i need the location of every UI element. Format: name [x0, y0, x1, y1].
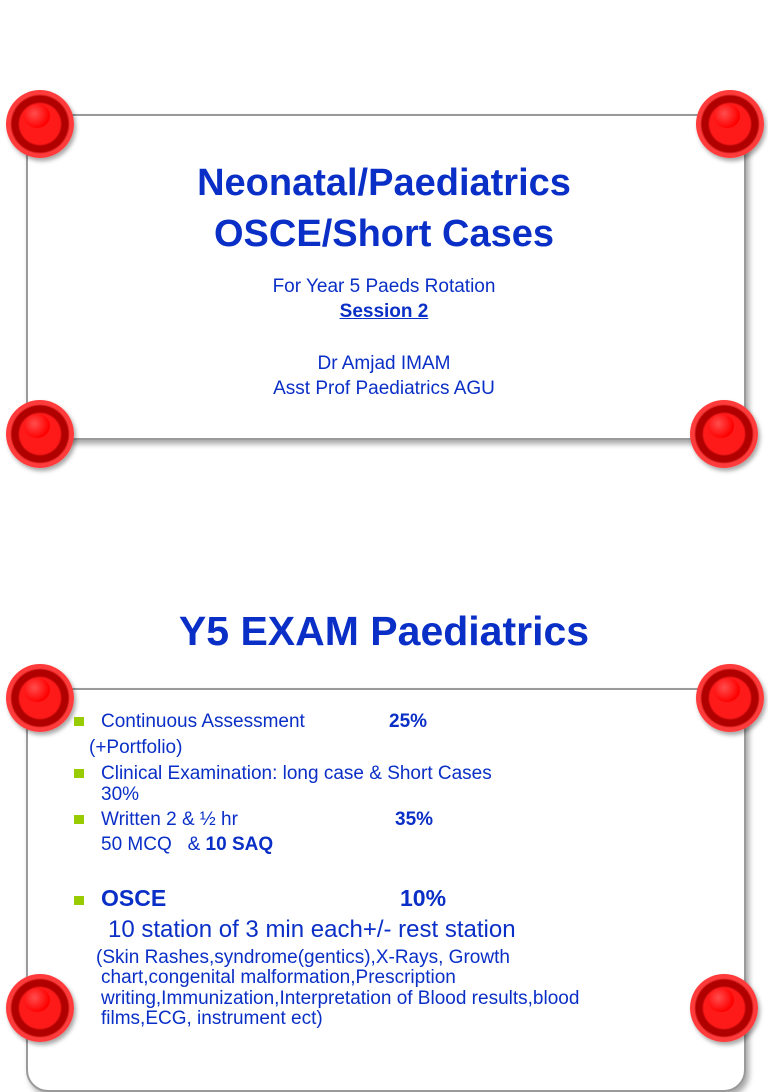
- details-line-4: films,ECG, instrument ect): [101, 1008, 323, 1029]
- item-4-label: OSCE: [101, 885, 167, 911]
- corner-ball-top-right: [696, 90, 764, 158]
- corner-ball-bottom-right: [690, 974, 758, 1042]
- bullet-icon: [74, 896, 84, 905]
- details-line-3: writing,Immunization,Interpretation of Blood results,blood: [101, 988, 580, 1009]
- corner-ball-bottom-right: [690, 400, 758, 468]
- item-4-percent: 10%: [400, 885, 447, 911]
- item-2-label: Clinical Examination: long case & Short Cases: [101, 763, 492, 784]
- bullet-icon: [74, 717, 84, 726]
- slide-1-author: Dr Amjad IMAM: [317, 353, 451, 374]
- item-2-note: 30%: [101, 784, 140, 805]
- item-3-label: Written 2 & ½ hr: [101, 809, 238, 830]
- details-line-1: (Skin Rashes,syndrome(gentics),X-Rays, Growth: [96, 947, 510, 968]
- item-3-note-b: 10 SAQ: [205, 834, 274, 855]
- slide-1-title-line-1: Neonatal/Paediatrics: [197, 162, 571, 204]
- item-1-percent: 25%: [389, 711, 428, 732]
- item-3-note: [101, 834, 273, 856]
- slide-1: [0, 0, 768, 512]
- corner-ball-bottom-left: [6, 974, 74, 1042]
- item-1-note: (+Portfolio): [89, 737, 183, 758]
- slide-1-session: Session 2: [339, 301, 429, 322]
- item-4-note: 10 station of 3 min each+/- rest station: [108, 916, 516, 943]
- slide-1-subtitle: For Year 5 Paeds Rotation: [272, 276, 496, 297]
- item-3-percent: 35%: [395, 809, 434, 830]
- slide-1-affiliation: Asst Prof Paediatrics AGU: [273, 378, 495, 399]
- bullet-icon: [74, 769, 84, 778]
- slide-2-title: Y5 EXAM Paediatrics: [178, 608, 590, 654]
- corner-ball-bottom-left: [6, 400, 74, 468]
- slide-2: [0, 512, 768, 1029]
- item-1-label: Continuous Assessment: [101, 711, 305, 732]
- corner-ball-top-right: [696, 664, 764, 732]
- details-line-2: chart,congenital malformation,Prescription: [101, 967, 456, 988]
- bullet-icon: [74, 815, 84, 824]
- corner-ball-top-left: [6, 664, 74, 732]
- slide-1-title-line-2: OSCE/Short Cases: [214, 213, 554, 255]
- corner-ball-top-left: [6, 90, 74, 158]
- item-3-note-a: 50 MCQ &: [101, 834, 206, 855]
